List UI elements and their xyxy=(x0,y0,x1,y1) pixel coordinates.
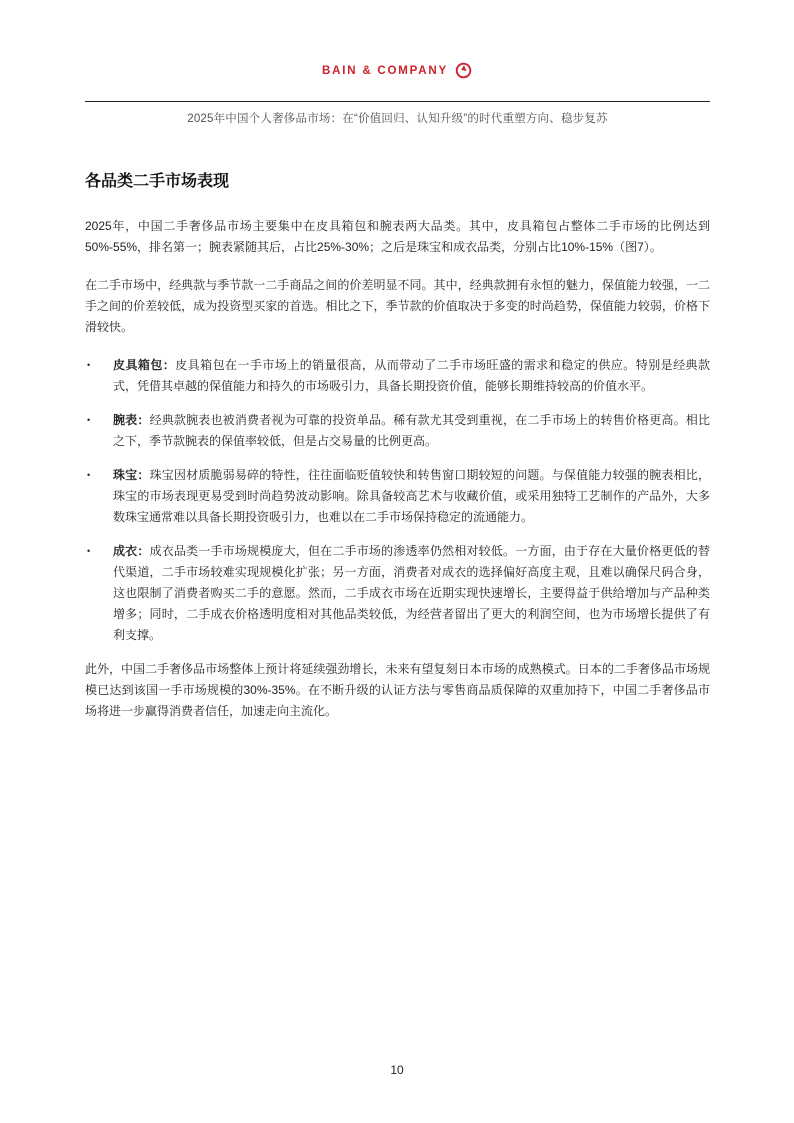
bullet-watches-label: 腕表： xyxy=(113,413,150,427)
bullet-ready-to-wear-label: 成衣： xyxy=(113,544,150,558)
page-number: 10 xyxy=(390,1063,404,1077)
page-content xyxy=(85,168,710,739)
bullet-marker: • xyxy=(87,546,91,556)
paragraph-outlook: 此外，中国二手奢侈品市场整体上预计将延续强劲增长，未来有望复刻日本市场的成熟模式。日本的二手奢侈品市场规模已达到该国一手市场规模的30%-35%。在不断升级的认证方法与零售商品质保障的双重加持下，中国二手奢侈品市场将进一步赢得消费者信任，加速走向主流化。 xyxy=(85,662,710,718)
company-logo-text: BAIN & COMPANY xyxy=(322,64,448,77)
bullet-jewelry-label: 珠宝： xyxy=(113,468,150,482)
header-divider xyxy=(85,101,710,102)
running-header: 2025年中国个人奢侈品市场：在“价值回归、认知升级”的时代重塑方向、稳步复苏 xyxy=(187,113,608,125)
bullet-jewelry-text: 珠宝因材质脆弱易碎的特性，往往面临贬值较快和转售窗口期较短的问题。与保值能力较强的腕表相比，珠宝的市场表现更易受到时尚趋势波动影响。除具备较高艺术与收藏价值，或采用独特工艺制作的产品外，大多数珠宝通常难以具备长期投资吸引力，也难以在二手市场保持稳定的流通能力。 xyxy=(113,468,710,524)
bullet-watches-text: 经典款腕表也被消费者视为可靠的投资单品。稀有款尤其受到重视，在二手市场上的转售价格更高。相比之下，季节款腕表的保值率较低，但是占交易量的比例更高。 xyxy=(113,413,710,448)
paragraph-classic-vs-seasonal: 在二手市场中，经典款与季节款一二手商品之间的价差明显不同。其中，经典款拥有永恒的魅力，保值能力较强，一二手之间的价差较低，成为投资型买家的首选。相比之下，季节款的价值取决于多变的时尚趋势，保值能力较弱，价格下滑较快。 xyxy=(85,278,710,334)
bullet-marker: • xyxy=(87,415,91,425)
bullet-marker: • xyxy=(87,470,91,480)
bullet-leather-goods-label: 皮具箱包： xyxy=(113,358,176,372)
bullet-watches xyxy=(85,410,710,452)
section-title: 各品类二手市场表现 xyxy=(85,173,230,190)
bullet-leather-goods-text: 皮具箱包在一手市场上的销量很高，从而带动了二手市场旺盛的需求和稳定的供应。特别是经典款式，凭借其卓越的保值能力和持久的市场吸引力，具备长期投资价值，能够长期维持较高的价值水平。 xyxy=(113,358,710,393)
bullet-ready-to-wear-text: 成衣品类一手市场规模庞大，但在二手市场的渗透率仍然相对较低。一方面，由于存在大量价格更低的替代渠道，二手市场较难实现规模化扩张；另一方面，消费者对成衣的选择偏好高度主观，且难以确保尺码合身，这也限制了消费者购买二手的意愿。然而，二手成衣市场在近期实现快速增长，主要得益于供给增加与产品种类增多；同时，二手成衣价格透明度相对其他品类较低，为经营者留出了更大的利润空间，也为市场增长提供了有利支撑。 xyxy=(113,544,710,642)
bullet-ready-to-wear xyxy=(85,541,710,646)
paragraph-market-overview: 2025年，中国二手奢侈品市场主要集中在皮具箱包和腕表两大品类。其中，皮具箱包占整体二手市场的比例达到50%-55%，排名第一；腕表紧随其后，占比25%-30%；之后是珠宝和成衣品类，分别占比10%-15%（图7）。 xyxy=(85,219,710,254)
bain-compass-icon xyxy=(455,62,472,79)
bullet-leather-goods xyxy=(85,355,710,397)
category-bullet-list xyxy=(85,355,710,646)
company-logo xyxy=(0,62,794,79)
bullet-jewelry xyxy=(85,465,710,528)
bullet-marker: • xyxy=(87,360,91,370)
